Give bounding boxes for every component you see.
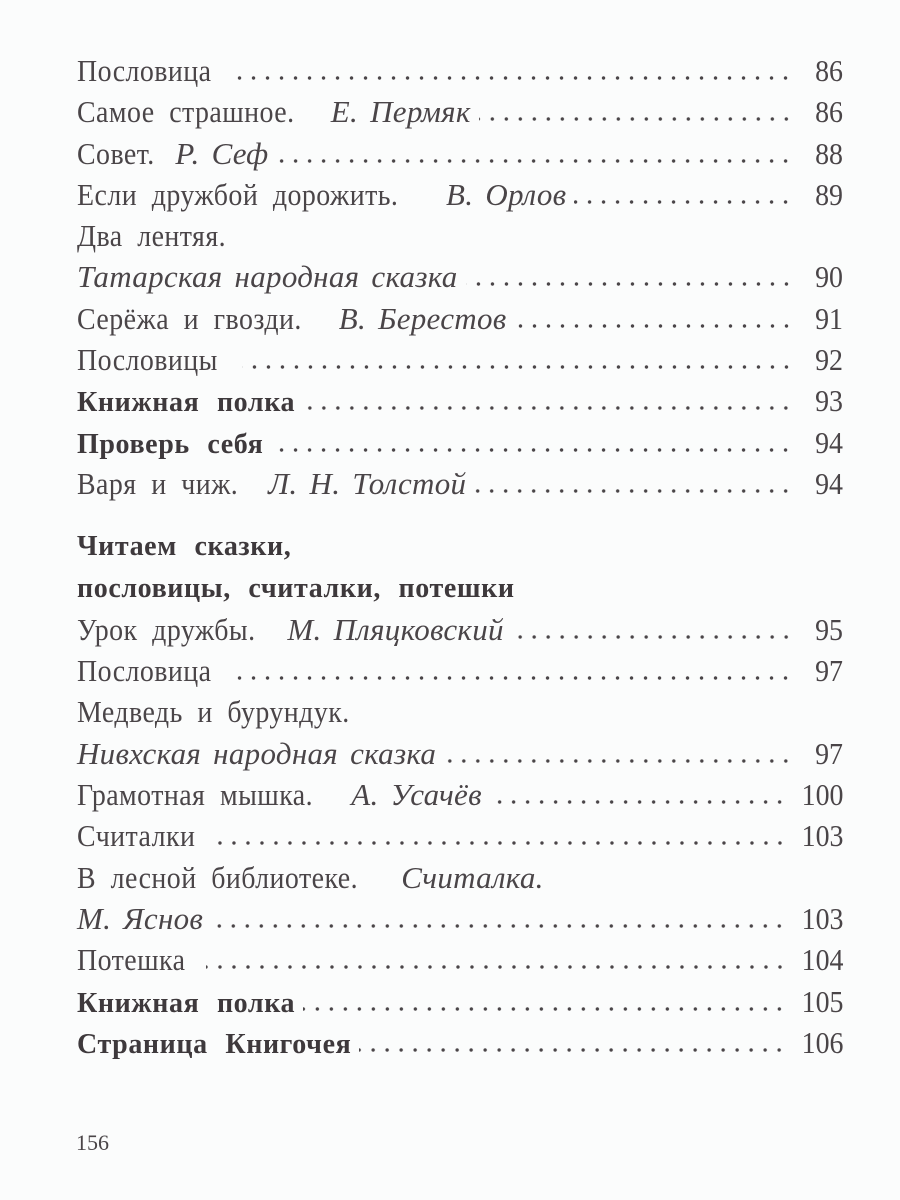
entry-title: Книжная полка xyxy=(77,987,296,1019)
entry-page: 105 xyxy=(801,983,843,1019)
entry-title: Потешка xyxy=(77,942,186,978)
dot-leader xyxy=(479,116,793,122)
entry-author: М. Пляцковский xyxy=(287,611,504,647)
page-number: 156 xyxy=(76,1130,109,1155)
toc-entry xyxy=(77,256,843,297)
dot-leader xyxy=(474,488,793,494)
entry-author: В. Орлов xyxy=(446,176,567,212)
entry-title: Пословица xyxy=(77,653,212,689)
entry-page: 103 xyxy=(801,818,843,854)
entry-author: Нивхская народная сказка xyxy=(77,735,437,771)
entry-title: Медведь и бурундук. xyxy=(77,694,350,730)
dot-leader xyxy=(206,964,787,970)
toc-entry xyxy=(77,422,843,463)
dot-leader xyxy=(512,634,793,640)
entry-author: В. Берестов xyxy=(338,300,507,336)
toc-entry xyxy=(77,898,843,939)
entry-page: 89 xyxy=(815,176,843,212)
entry-title: Самое страшное. xyxy=(77,94,295,130)
entry-title: Пословицы xyxy=(77,342,218,378)
toc-entry xyxy=(77,298,843,339)
toc-entry xyxy=(77,133,843,174)
entry-title: Варя и чиж. xyxy=(77,465,239,501)
entry-title: Проверь себя xyxy=(77,428,264,460)
entry-author: Е. Пермяк xyxy=(330,94,471,130)
entry-author: Р. Сеф xyxy=(175,135,269,171)
entry-author: М. Яснов xyxy=(77,900,204,936)
dot-leader xyxy=(234,675,793,681)
entry-page: 103 xyxy=(801,900,843,936)
entry-page: 106 xyxy=(801,1024,843,1060)
entry-page: 94 xyxy=(815,465,843,501)
toc-entry xyxy=(77,50,843,91)
dot-leader xyxy=(276,158,793,164)
entry-page: 86 xyxy=(815,94,843,130)
dot-leader xyxy=(444,758,793,764)
dot-leader xyxy=(217,840,787,846)
toc-entry xyxy=(77,463,843,504)
dot-leader xyxy=(359,1047,786,1053)
entry-title: Если дружбой дорожить. xyxy=(77,176,399,212)
toc-entry xyxy=(77,174,843,215)
entry-title: Пословица xyxy=(77,53,212,88)
table-of-contents xyxy=(77,50,843,1063)
toc-entry xyxy=(77,815,843,856)
entry-author: Татарская народная сказка xyxy=(77,259,458,295)
entry-title: Серёжа и гвозди. xyxy=(77,300,302,336)
toc-entry xyxy=(77,339,843,380)
toc-entry xyxy=(77,91,843,132)
dot-leader xyxy=(211,923,786,929)
toc-entry xyxy=(77,380,843,421)
entry-page: 91 xyxy=(815,300,843,336)
entry-page: 97 xyxy=(815,653,843,689)
entry-author: Считалка. xyxy=(401,859,544,895)
entry-title: Совет. xyxy=(77,135,155,171)
dot-leader xyxy=(234,75,793,81)
entry-page: 90 xyxy=(815,259,843,295)
entry-author: Л. Н. Толстой xyxy=(268,465,467,501)
toc-entry xyxy=(77,1022,843,1063)
entry-title: Грамотная мышка. xyxy=(77,777,314,813)
entry-page: 93 xyxy=(815,383,843,419)
dot-leader xyxy=(242,364,793,370)
toc-entry xyxy=(77,939,843,980)
dot-leader xyxy=(515,323,793,329)
toc-entry xyxy=(77,215,843,256)
entry-title: Урок дружбы. xyxy=(77,611,256,647)
dot-leader xyxy=(490,799,787,805)
toc-entry xyxy=(77,733,843,774)
entry-title: Считалки xyxy=(77,818,196,854)
dot-leader xyxy=(574,199,793,205)
dot-leader xyxy=(303,1006,786,1012)
toc-entry xyxy=(77,609,843,650)
dot-leader xyxy=(271,447,793,453)
entry-title: В лесной библиотеке. xyxy=(77,859,359,895)
entry-title: Страница Книгочея xyxy=(77,1028,352,1060)
entry-title: Книжная полка xyxy=(77,387,296,419)
toc-entry xyxy=(77,857,843,898)
toc-entry xyxy=(77,650,843,691)
section-heading-line-1: Читаем сказки, xyxy=(77,531,292,563)
section-heading-line-2: пословицы, считалки, потешки xyxy=(77,572,515,604)
entry-title: Два лентяя. xyxy=(77,218,227,254)
toc-entry xyxy=(77,691,843,732)
toc-section-2 xyxy=(77,609,843,1063)
entry-page: 88 xyxy=(815,135,843,171)
entry-page: 92 xyxy=(815,342,843,378)
dot-leader xyxy=(303,405,793,411)
entry-page: 86 xyxy=(815,53,843,88)
toc-section-1 xyxy=(77,50,843,504)
entry-page: 94 xyxy=(815,424,843,460)
entry-author: А. Усачёв xyxy=(351,777,482,813)
entry-page: 97 xyxy=(815,735,843,771)
entry-page: 95 xyxy=(815,611,843,647)
toc-entry xyxy=(77,774,843,815)
entry-page: 104 xyxy=(801,942,843,978)
entry-page: 100 xyxy=(801,777,843,813)
toc-entry xyxy=(77,981,843,1022)
dot-leader xyxy=(466,281,793,287)
